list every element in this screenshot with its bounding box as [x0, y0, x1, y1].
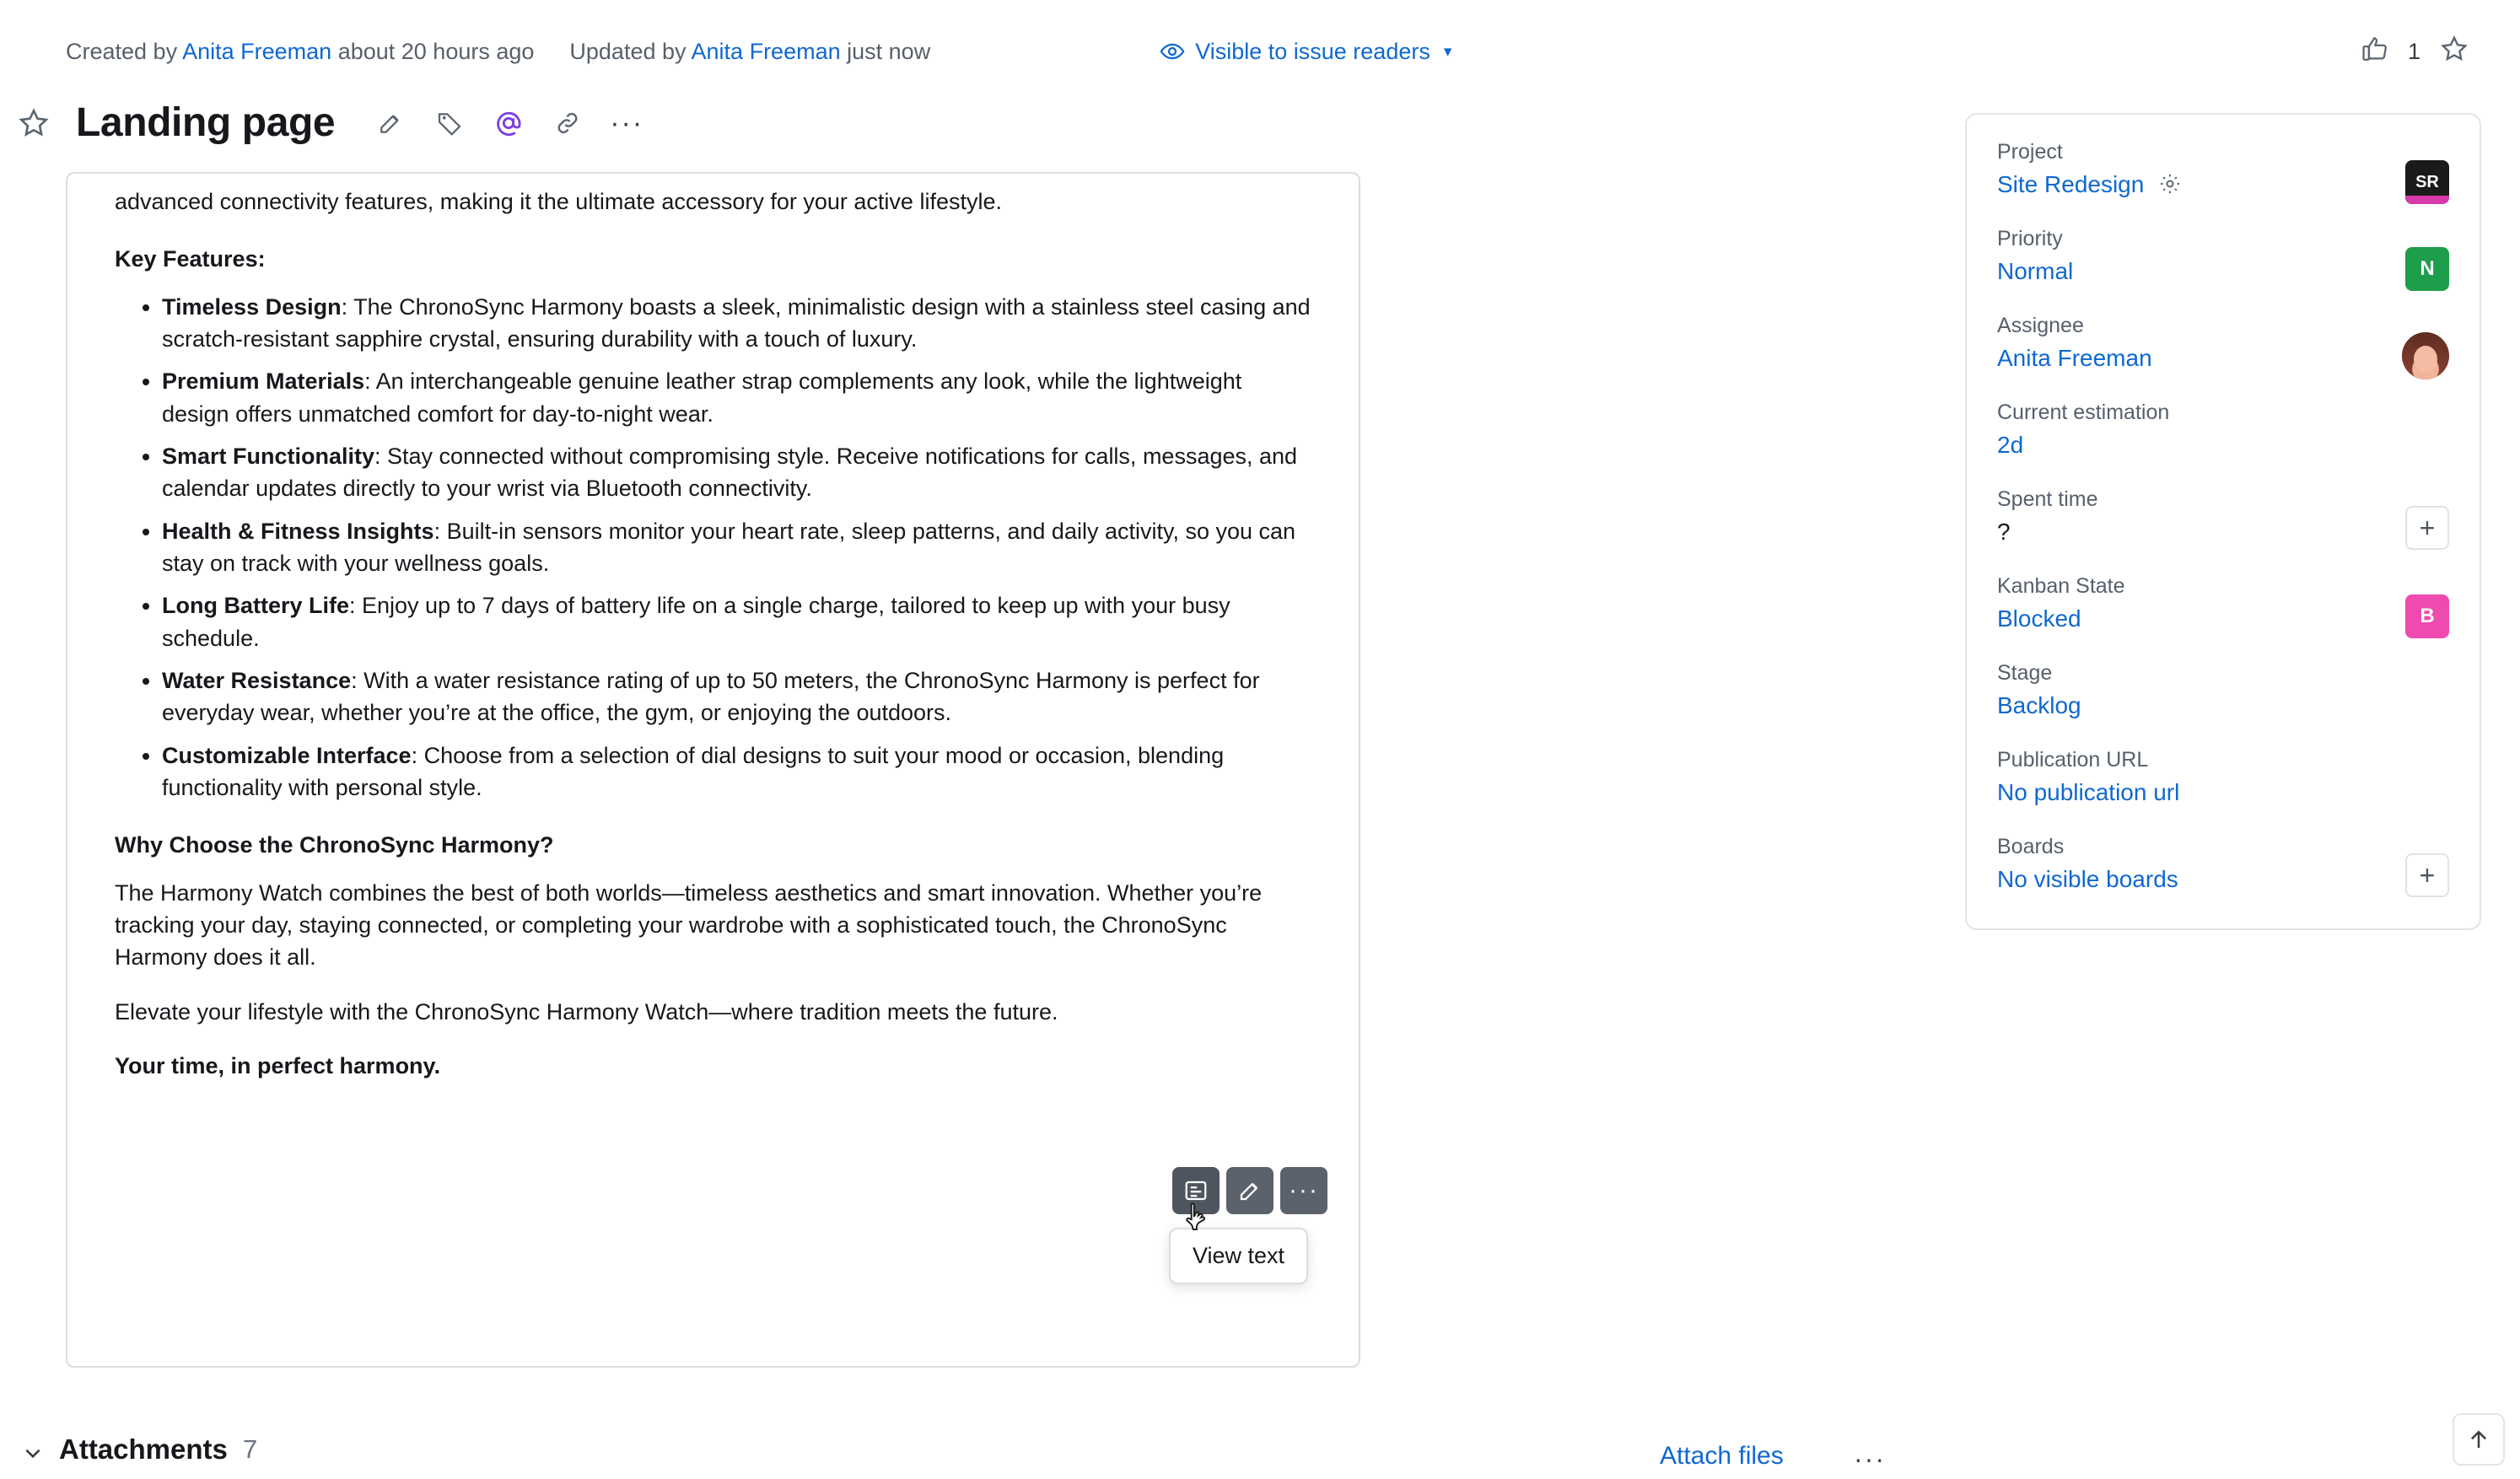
updated-label: Updated by — [569, 38, 687, 64]
sidebar-field-assignee — [1997, 314, 2449, 372]
field-label: Stage — [1997, 661, 2053, 685]
at-mention-icon[interactable] — [490, 105, 527, 142]
feature-term: Smart Functionality — [162, 443, 375, 469]
attachments-section-toggle[interactable] — [22, 1433, 257, 1466]
key-features-list — [115, 291, 1311, 804]
updated-timestamp: just now — [847, 38, 931, 64]
title-more-label: ··· — [610, 106, 644, 139]
description-card — [66, 172, 1360, 1368]
feature-term: Water Resistance — [162, 667, 352, 693]
field-label: Spent time — [1997, 487, 2098, 511]
edit-image-button[interactable] — [1226, 1167, 1273, 1214]
feature-term: Health & Fitness Insights — [162, 518, 434, 544]
field-value-kanban-state[interactable]: Blocked — [1997, 605, 2081, 632]
scroll-to-top-button[interactable] — [2453, 1413, 2505, 1466]
sidebar-field-publication-url — [1997, 748, 2449, 806]
attachments-label: Attachments — [59, 1433, 228, 1465]
list-item — [162, 365, 1311, 430]
issue-sidebar — [1965, 113, 2481, 930]
created-timestamp: about 20 hours ago — [337, 38, 535, 64]
feature-term: Premium Materials — [162, 368, 365, 395]
sidebar-field-kanban-state — [1997, 574, 2449, 632]
image-more-label: ··· — [1289, 1176, 1319, 1204]
project-badge: SR — [2405, 160, 2449, 204]
field-label: Current estimation — [1997, 401, 2170, 424]
attachments-count: 7 — [242, 1434, 258, 1464]
field-value-assignee[interactable]: Anita Freeman — [1997, 345, 2152, 371]
field-value-project[interactable]: Site Redesign — [1997, 171, 2145, 197]
link-icon[interactable] — [549, 105, 586, 142]
feature-term: Customizable Interface — [162, 742, 412, 768]
sidebar-field-project — [1997, 140, 2449, 198]
add-spent-time-button[interactable]: + — [2405, 506, 2449, 550]
sidebar-field-stage — [1997, 661, 2449, 719]
chevron-down-icon: ▾ — [1443, 42, 1452, 61]
page-title: Landing page — [76, 100, 336, 145]
sidebar-field-spent-time — [1997, 487, 2449, 546]
list-item — [162, 291, 1311, 356]
view-text-button[interactable] — [1172, 1167, 1220, 1214]
field-value-publication-url[interactable]: No publication url — [1997, 779, 2180, 805]
tag-icon[interactable] — [431, 105, 468, 142]
issue-title-row — [0, 99, 645, 146]
priority-badge: N — [2405, 247, 2449, 291]
image-more-button[interactable] — [1280, 1167, 1327, 1214]
field-value-current-estimation[interactable]: 2d — [1997, 432, 2024, 458]
feature-text: : Choose from a selection of dial designs to suit your mood or occasion, blending functionality with personal style. — [162, 742, 1225, 800]
vote-controls — [2361, 34, 2469, 70]
edit-pencil-icon[interactable] — [372, 105, 409, 142]
field-value-priority[interactable]: Normal — [1997, 258, 2074, 284]
vote-count: 1 — [2407, 38, 2420, 64]
feature-term: Timeless Design — [162, 293, 342, 320]
field-value-stage[interactable]: Backlog — [1997, 692, 2081, 718]
issue-meta-bar — [0, 30, 2520, 73]
feature-text: : Built-in sensors monitor your heart rate, sleep patterns, and daily activity, so you can stay on track with your wellness goals. — [162, 518, 1296, 576]
field-value-spent-time: ? — [1997, 519, 2011, 545]
updated-author-link[interactable]: Anita Freeman — [691, 38, 841, 64]
field-label: Priority — [1997, 227, 2063, 250]
attach-files-button[interactable]: Attach files — [1660, 1442, 1784, 1470]
elevate-paragraph: Elevate your lifestyle with the ChronoSync Harmony Watch—where tradition meets the future. — [115, 998, 1058, 1025]
star-icon[interactable] — [2439, 34, 2469, 70]
feature-text: : With a water resistance rating of up to 50 meters, the ChronoSync Harmony is perfect for everyday wear, whether you’re at the office, the gym, or enjoying the outdoors. — [162, 667, 1260, 726]
gear-icon[interactable] — [2158, 172, 2182, 196]
thumbs-up-icon[interactable] — [2361, 35, 2389, 69]
kanban-badge: B — [2405, 594, 2449, 638]
field-label: Boards — [1997, 835, 2065, 858]
favorite-star-icon[interactable] — [17, 106, 51, 140]
list-item — [162, 589, 1311, 654]
closing-line: Your time, in perfect harmony. — [115, 1052, 441, 1078]
visibility-selector[interactable] — [1160, 39, 1451, 65]
why-choose-paragraph: The Harmony Watch combines the best of both worlds—timeless aesthetics and smart innovation. Whether you’re tracking your day, staying connected, or completing your wardrobe with a sophisticated touch, the ChronoSync Harmony does it all. — [115, 879, 1263, 971]
eye-icon — [1160, 39, 1185, 64]
list-item — [162, 664, 1311, 729]
image-floating-toolbar — [1172, 1167, 1327, 1214]
updated-meta — [569, 39, 930, 65]
feature-text: : An interchangeable genuine leather strap complements any look, while the lightweight design offers unmatched comfort for day-to-night wear. — [162, 368, 1242, 427]
created-label: Created by — [66, 38, 178, 64]
field-label: Publication URL — [1997, 748, 2149, 772]
description-intro: advanced connectivity features, making it the ultimate accessory for your active lifestyle. — [115, 189, 1002, 214]
sidebar-field-current-estimation — [1997, 401, 2449, 459]
view-text-tooltip: View text — [1169, 1228, 1308, 1284]
description-body — [67, 186, 1359, 1082]
field-label: Assignee — [1997, 314, 2084, 337]
feature-text: : Stay connected without compromising style. Receive notifications for calls, messages, and calendar updates directly to your wrist via Bluetooth connectivity. — [162, 443, 1298, 502]
sidebar-field-priority — [1997, 227, 2449, 285]
field-label: Project — [1997, 140, 2063, 164]
avatar — [2402, 332, 2449, 379]
feature-text: : Enjoy up to 7 days of battery life on a single charge, tailored to keep up with your busy schedule. — [162, 593, 1230, 651]
feature-text: : The ChronoSync Harmony boasts a sleek, minimalistic design with a stainless steel casing and scratch-resistant sapphire crystal, ensuring durability with a touch of luxury. — [162, 293, 1311, 352]
add-board-button[interactable]: + — [2405, 853, 2449, 897]
field-label: Kanban State — [1997, 574, 2125, 598]
list-item — [162, 740, 1311, 804]
key-features-heading: Key Features: — [115, 246, 266, 272]
chevron-down-icon — [22, 1439, 44, 1460]
list-item — [162, 515, 1311, 580]
feature-term: Long Battery Life — [162, 593, 350, 619]
list-item — [162, 440, 1311, 505]
created-author-link[interactable]: Anita Freeman — [182, 38, 332, 64]
created-meta — [66, 39, 534, 65]
attachments-more-icon[interactable]: ··· — [1854, 1444, 1886, 1474]
field-value-boards[interactable]: No visible boards — [1997, 866, 2178, 892]
visibility-label: Visible to issue readers — [1195, 38, 1430, 64]
sidebar-field-boards — [1997, 835, 2449, 893]
why-choose-heading: Why Choose the ChronoSync Harmony? — [115, 832, 554, 858]
title-more-icon[interactable] — [608, 105, 645, 142]
